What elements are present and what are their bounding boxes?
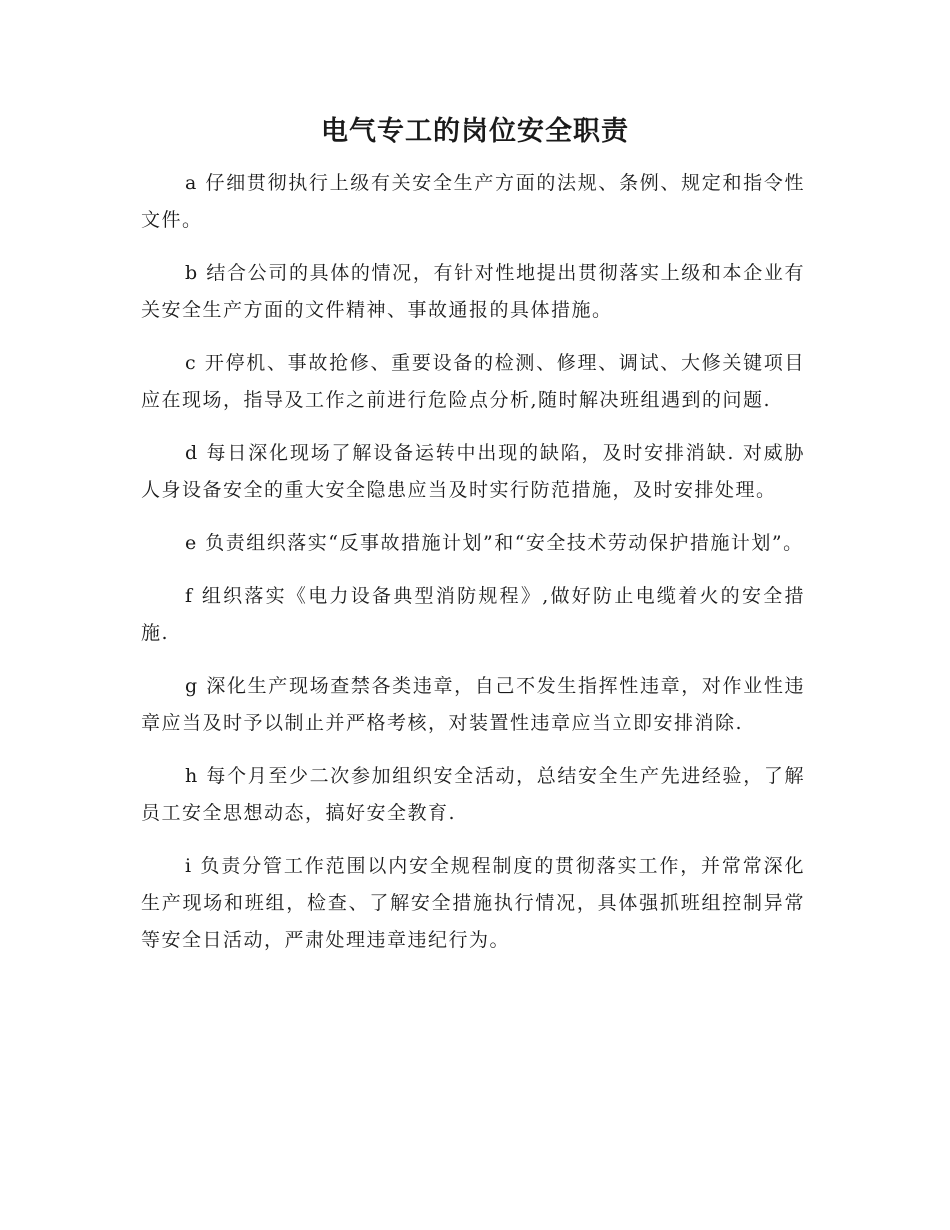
paragraph-a: a 仔细贯彻执行上级有关安全生产方面的法规、条例、规定和指令性文件。: [141, 172, 805, 231]
paragraph-d: d 每日深化现场了解设备运转中出现的缺陷，及时安排消缺. 对威胁人身设备安全的重大安全隐患应当及时实行防范措施，及时安排处理。: [141, 442, 805, 501]
paragraph-b: b 结合公司的具体的情况，有针对性地提出贯彻落实上级和本企业有关安全生产方面的文件精神、事故通报的具体措施。: [141, 262, 805, 321]
paragraph-e: e 负责组织落实“反事故措施计划”和“安全技术劳动保护措施计划”。: [185, 532, 804, 554]
paragraph-c: c 开停机、事故抢修、重要设备的检测、修理、调试、大修关键项目应在现场，指导及工作之前进行危险点分析,随时解决班组遇到的问题.: [141, 352, 805, 411]
document-body: [141, 165, 805, 975]
paragraph-i: i 负责分管工作范围以内安全规程制度的贯彻落实工作，并常常深化生产现场和班组，检查、了解安全措施执行情况，具体强抓班组控制异常等安全日活动，严肃处理违章违纪行为。: [141, 855, 805, 951]
paragraph-g: g 深化生产现场查禁各类违章，自己不发生指挥性违章，对作业性违章应当及时予以制止并严格考核，对装置性违章应当立即安排消除.: [141, 675, 805, 734]
document-title: 电气专工的岗位安全职责: [321, 116, 629, 147]
paragraph-f: f 组织落实《电力设备典型消防规程》,做好防止电缆着火的安全措施.: [141, 585, 805, 644]
paragraph-h: h 每个月至少二次参加组织安全活动，总结安全生产先进经验，了解员工安全思想动态，搞好安全教育.: [141, 765, 805, 824]
